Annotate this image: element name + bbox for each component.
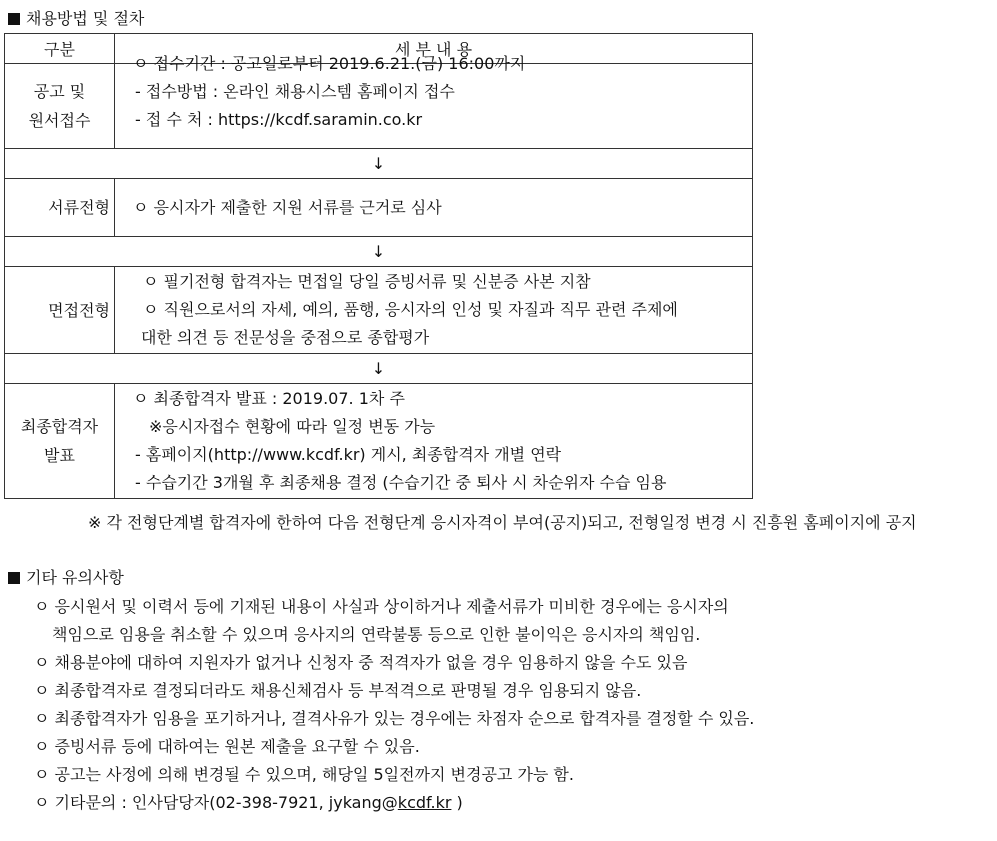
content-line: ㅇ 필기전형 합격자는 면접일 당일 증빙서류 및 신분증 사본 지참	[143, 272, 591, 291]
row-content-application	[115, 54, 753, 149]
section-title-procedure	[8, 9, 144, 29]
contact-item	[34, 789, 754, 817]
row-label-line: 원서접수	[28, 111, 91, 130]
list-item: ㅇ 증빙서류 등에 대하여는 원본 제출을 요구할 수 있음.	[34, 737, 420, 756]
content-line: - 접수방법 : 온라인 채용시스템 홈페이지 접수	[135, 82, 455, 101]
row-label-line: 공고 및	[33, 82, 86, 101]
square-bullet-icon	[8, 13, 20, 25]
table-row	[5, 267, 753, 354]
contact-text: ㅇ 기타문의 : 인사담당자(02-398-7921, jykang@	[34, 793, 398, 812]
row-content-final-announcement	[115, 384, 753, 499]
down-arrow-icon: ↓	[5, 237, 753, 267]
list-item: ㅇ 최종합격자가 임용을 포기하거나, 결격사유가 있는 경우에는 차점자 순으로 합격자를 결정할 수 있음.	[34, 709, 755, 728]
contact-text-end: )	[451, 793, 463, 812]
table-row	[5, 179, 753, 237]
flow-arrow-row	[5, 237, 753, 267]
row-label-line: 서류전형	[48, 198, 110, 217]
section-title-notes	[8, 568, 124, 588]
content-line: ㅇ 응시자가 제출한 지원 서류를 근거로 심사	[133, 197, 442, 217]
square-bullet-icon	[8, 572, 20, 584]
header-category: 구분	[5, 34, 115, 64]
row-label-line: 면접전형	[48, 300, 110, 320]
flow-arrow-row	[5, 354, 753, 384]
list-item: ㅇ 응시원서 및 이력서 등에 기재된 내용이 사실과 상이하거나 제출서류가 미비한 경우에는 응시자의	[34, 597, 729, 616]
notes-list	[34, 593, 754, 817]
content-line: ㅇ 최종합격자 발표 : 2019.07. 1차 주	[133, 389, 405, 408]
row-label-application	[5, 64, 115, 149]
row-label-document-screening	[5, 179, 115, 237]
list-item: ㅇ 최종합격자로 결정되더라도 채용신체검사 등 부적격으로 판명될 경우 임용되지 않음.	[34, 681, 642, 700]
section-title-text: 채용방법 및 절차	[26, 9, 145, 28]
content-line: 대한 의견 등 전문성을 중점으로 종합평가	[141, 328, 430, 347]
contact-email-domain-link[interactable]: kcdf.kr	[397, 793, 452, 812]
row-label-line: 발표	[44, 446, 75, 465]
list-item: ㅇ 채용분야에 대하여 지원자가 없거나 신청자 중 적격자가 없을 경우 임용하지 않을 수도 있음	[34, 653, 688, 672]
content-line: ㅇ 접수기간 : 공고일로부터 2019.6.21.(금) 16:00까지	[133, 54, 526, 73]
down-arrow-icon: ↓	[5, 354, 753, 384]
table-row	[5, 64, 753, 149]
content-line: - 홈페이지(http://www.kcdf.kr) 게시, 최종합격자 개별 연락	[135, 445, 562, 464]
row-label-interview	[5, 267, 115, 354]
content-line: ㅇ 직원으로서의 자세, 예의, 품행, 응시자의 인성 및 자질과 직무 관련 주제에	[143, 300, 678, 319]
table-row	[5, 384, 753, 499]
content-line: - 수습기간 3개월 후 최종채용 결정 (수습기간 중 퇴사 시 차순위자 수습 임용	[135, 473, 667, 492]
row-content-document-screening	[115, 179, 753, 237]
content-line: ※응시자접수 현황에 따라 일정 변동 가능	[149, 417, 436, 436]
row-content-interview	[115, 267, 753, 354]
row-label-line: 최종합격자	[20, 417, 99, 436]
row-label-final-announcement	[5, 384, 115, 499]
list-item-continuation: 책임으로 임용을 취소할 수 있으며 응사지의 연락불통 등으로 인한 불이익은 응시자의 책임임.	[52, 625, 701, 644]
down-arrow-icon: ↓	[5, 149, 753, 179]
flow-arrow-row	[5, 149, 753, 179]
procedure-note: ※ 각 전형단계별 합격자에 한하여 다음 전형단계 응시자격이 부여(공지)되고, 전형일정 변경 시 진흥원 홈페이지에 공지	[88, 513, 917, 532]
list-item: ㅇ 공고는 사정에 의해 변경될 수 있으며, 해당일 5일전까지 변경공고 가능 함.	[34, 765, 574, 784]
content-line: - 접 수 처 : https://kcdf.saramin.co.kr	[135, 110, 423, 129]
procedure-table	[4, 33, 753, 499]
section-title-text: 기타 유의사항	[26, 568, 124, 587]
header-details: 세 부 내 용	[115, 34, 753, 64]
